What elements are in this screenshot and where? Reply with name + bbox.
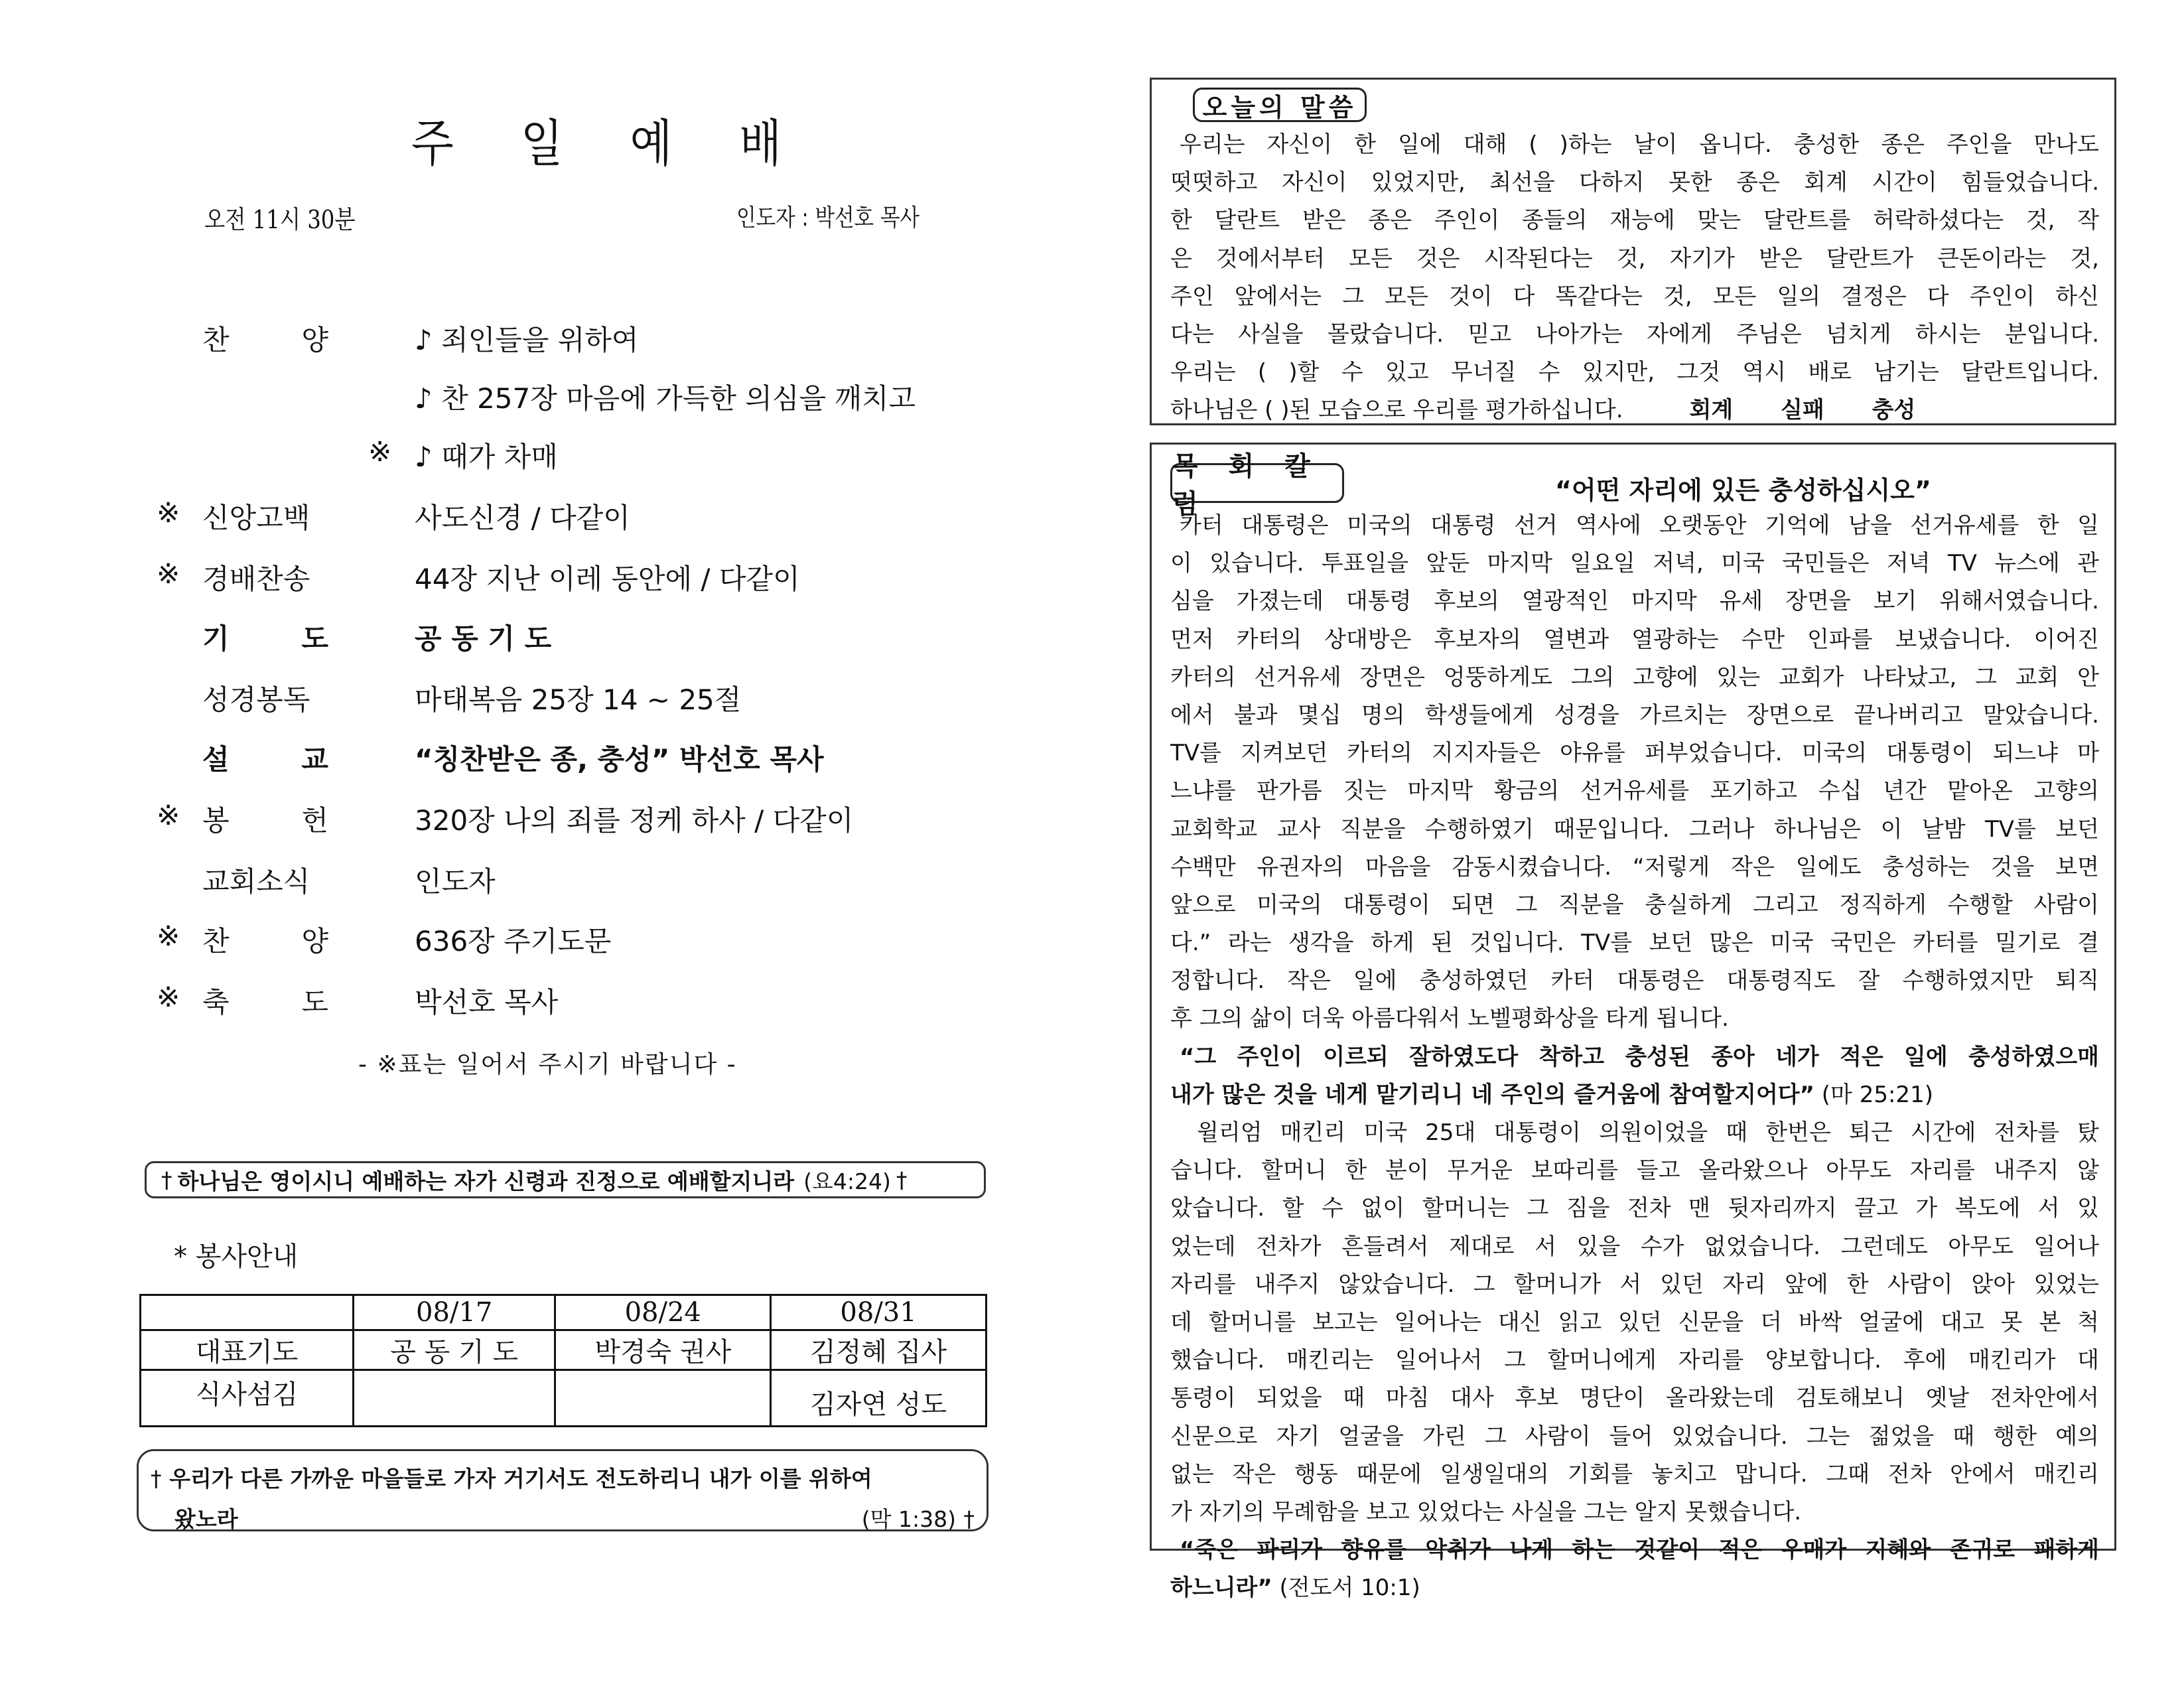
order-content: ♪ 찬 257장 마음에 가득한 의심을 깨치고 (415, 382, 916, 415)
column-title: “어떤 자리에 있든 충성하십시오” (1555, 476, 1931, 505)
text-line (1170, 164, 2099, 202)
stand-mark-icon: ※ (157, 799, 180, 831)
line-text: 느냐를 판가름 짓는 마지막 황금의 선거유세를 포기하고 수십 년간 맡아온 고향의 (1170, 778, 2099, 805)
order-label (202, 981, 328, 1021)
order-content: ♪ 때가 차매 (415, 441, 558, 473)
order-label (202, 799, 328, 839)
verse-box-top (145, 1161, 986, 1198)
todays-word-tag: 오늘의 말씀 (1193, 88, 1367, 122)
text-line (1170, 924, 2099, 962)
verse-text: 왔노라 (174, 1506, 238, 1532)
line-text: 먼저 카터의 상대방은 후보자의 열변과 열광하는 수만 인파를 보냈습니다. 이어진 (1170, 626, 2099, 653)
cross-icon: † (896, 1166, 908, 1193)
text-line (1170, 1569, 2099, 1607)
text-line (1170, 811, 2099, 849)
text-line (1170, 126, 2099, 164)
pastor-column-tag: 목 회 칼 럼 (1170, 463, 1344, 503)
line-text: 했습니다. 매킨리는 일어나서 그 할머니에게 자리를 양보합니다. 후에 매킨리가 대 (1170, 1347, 2099, 1374)
table-cell (555, 1370, 771, 1427)
order-item (0, 557, 1061, 597)
date-cell: 08/31 (771, 1295, 987, 1330)
order-label-part: 찬 (202, 324, 230, 356)
date-cell: 08/24 (555, 1295, 771, 1330)
table-cell: 박경숙 권사 (555, 1330, 771, 1370)
line-text: 윌리엄 매킨리 미국 25대 대통령이 의원이었을 때 한번은 퇴근 시간에 전차를 탔 (1197, 1119, 2099, 1146)
text-line (1170, 278, 2099, 316)
line-text: 수백만 유권자의 마음을 감동시켰습니다. “저렇게 작은 일에도 충성하는 것을 보면 (1170, 853, 2099, 881)
text-line (1170, 316, 2099, 354)
line-text: 통령이 되었을 때 마침 대사 후보 명단이 올라왔는데 검토해보니 옛날 전차안에서 (1170, 1385, 2099, 1412)
text-line (1170, 886, 2099, 924)
service-leader: 인도자 : 박선호 목사 (736, 204, 920, 232)
line-text: 카터 대통령은 미국의 대통령 선거 역사에 오랫동안 기억에 남을 선거유세를 한 일 (1180, 512, 2099, 539)
order-content: 320장 나의 죄를 정케 하사 / 다같이 (415, 804, 854, 837)
service-table (139, 1294, 987, 1427)
order-content: 44장 지난 이레 동안에 / 다같이 (415, 563, 800, 595)
line-text: 가 자기의 무례함을 보고 있었다는 사실을 그는 알지 못했습니다. (1170, 1498, 1802, 1525)
text-line (1170, 583, 2099, 620)
order-content: 마태복음 25장 14 ~ 25절 (415, 683, 742, 716)
order-label-part: 교회소식 (202, 865, 310, 898)
stand-mark-icon: ※ (157, 496, 180, 529)
text-line (1170, 507, 2099, 545)
table-row (141, 1330, 987, 1370)
order-content: ♪ 죄인들을 위하여 (415, 324, 639, 356)
text-line (1170, 621, 2099, 659)
text-line (1170, 1531, 2099, 1569)
order-item (0, 617, 1061, 657)
service-heading: * 봉사안내 (174, 1241, 299, 1272)
line-text: 았습니다. 할 수 없이 할머니는 그 짐을 전차 맨 뒷자리까지 끌고 가 복도에 서 있 (1170, 1195, 2099, 1222)
line-text: 었는데 전차가 흔들려서 제대로 서 있을 수가 없었습니다. 그런데도 아무도 일어나 (1170, 1233, 2099, 1260)
order-item (0, 738, 1061, 778)
text-line (1170, 1494, 2099, 1531)
line-text: 없는 작은 행동 때문에 일생일대의 기회를 놓치고 맙니다. 그때 전차 안에서 매킨리 (1170, 1460, 2099, 1488)
table-header-row (141, 1295, 987, 1330)
text-line (1170, 1152, 2099, 1190)
line-text: 우리는 ( )할 수 있고 무너질 수 있지만, 그것 역시 배로 남기는 달란트입니다. (1170, 359, 2099, 386)
order-label-part: 찬 (202, 925, 230, 957)
line-text: 은 것에서부터 모든 것은 시작된다는 것, 자기가 받은 달란트가 큰돈이라는 것, (1170, 245, 2099, 272)
todays-word-text (1170, 126, 2099, 430)
order-item (0, 678, 1061, 718)
order-label (202, 557, 328, 597)
order-item (0, 318, 1061, 358)
stand-mark-icon: ※ (368, 435, 392, 468)
line-text: 정합니다. 작은 일에 충성하였던 카터 대통령은 대통령직도 잘 수행하였지만 퇴직 (1170, 967, 2099, 995)
order-label-part: 설 (202, 743, 230, 776)
line-text: 앞으로 미국의 대통령이 되면 그 직분을 충실하게 그리고 정직하게 수행할 사람이 (1170, 891, 2099, 918)
order-item (0, 860, 1061, 900)
text-line (1170, 1418, 2099, 1456)
text-line (1170, 735, 2099, 772)
text-line (1170, 1038, 2099, 1076)
text-line (1170, 1304, 2099, 1342)
line-text: 에서 불과 몇십 명의 학생들에게 성경을 가르치는 장면으로 끝나버리고 말았습니다. (1170, 701, 2099, 729)
order-item (0, 799, 1061, 839)
page-title: 주 일 예 배 (411, 114, 808, 173)
order-content: 박선호 목사 (415, 986, 559, 1019)
table-cell: 공 동 기 도 (354, 1330, 555, 1370)
order-label-part: 축 (202, 986, 230, 1019)
todays-word-box (1150, 78, 2116, 425)
line-text: 떳떳하고 자신이 있었지만, 최선을 다하지 못한 종은 회계 시간이 힘들었습니다. (1170, 169, 2099, 196)
date-cell: 08/17 (354, 1295, 555, 1330)
text-line (1170, 1114, 2099, 1152)
text-line (1170, 1228, 2099, 1266)
stand-mark-icon: ※ (157, 981, 180, 1013)
scripture-ref: (마 25:21) (1821, 1081, 1933, 1108)
cross-icon: † (963, 1506, 975, 1532)
order-content: “칭찬받은 종, 충성” 박선호 목사 (415, 743, 824, 776)
line-text: 한 달란트 받은 종은 주인이 종들의 재능에 맞는 달란트를 허락하셨다는 것, 작 (1170, 207, 2099, 234)
line-text: 데 할머니를 보고는 일어나는 대신 읽고 있던 신문을 더 바싹 얼굴에 대고 못 본 척 (1170, 1308, 2099, 1336)
order-label-part: 봉 (202, 804, 230, 837)
line-text: 주인 앞에서는 그 모든 것이 다 똑같다는 것, 모든 일의 결정은 다 주인이 하신 (1170, 283, 2099, 310)
order-content: 인도자 (415, 865, 496, 898)
verse-line-1 (151, 1462, 975, 1493)
table-cell: 김정혜 집사 (771, 1330, 987, 1370)
order-label (202, 860, 328, 900)
text-line (1170, 1456, 2099, 1494)
cross-icon: † (161, 1166, 172, 1193)
answer-words: 회계 실패 충성 (1689, 397, 1916, 424)
text-line (1170, 659, 2099, 697)
table-row (141, 1370, 987, 1427)
pastor-column-box (1150, 443, 2116, 1602)
text-line (1170, 1342, 2099, 1379)
verse-ref: (막 1:38) (861, 1506, 956, 1532)
line-text: 하느니라” (1170, 1575, 1272, 1602)
line-text: 교회학교 교사 직분을 수행하였기 때문입니다. 그러나 하나님은 이 날밤 TV를 보던 (1170, 815, 2099, 843)
order-label-part: 헌 (301, 804, 328, 837)
role-cell: 대표기도 (141, 1330, 354, 1370)
order-label-part: 기 (202, 622, 230, 655)
order-label (202, 738, 328, 778)
line-text: 내가 많은 것을 네게 맡기리니 네 주인의 즐거움에 참여할지어다” (1170, 1081, 1814, 1108)
text-line (1170, 697, 2099, 735)
order-content: 사도신경 / 다같이 (415, 502, 630, 534)
order-item (0, 920, 1061, 959)
order-label-part: 양 (301, 925, 328, 957)
line-text: 후 그의 삶이 더욱 아름다워서 노벨평화상을 타게 됩니다. (1170, 1005, 1729, 1032)
order-label (202, 920, 328, 959)
order-content: 636장 주기도문 (415, 925, 612, 957)
order-item (0, 435, 1061, 475)
text-line (1170, 1076, 2099, 1114)
line-text: 자리를 내주지 않았습니다. 그 할머니가 서 있던 자리 앞에 한 사람이 앉아 있었는 (1170, 1271, 2099, 1298)
service-time: 오전 11시 30분 (204, 205, 356, 234)
table-cell (141, 1295, 354, 1330)
order-label-part: 성경봉독 (202, 683, 310, 716)
line-text: “죽은 파리가 향유를 악취가 나게 하는 것같이 적은 우매가 지혜와 존귀로 패하게 (1180, 1537, 2099, 1564)
line-text: 이 있습니다. 투표일을 앞둔 마지막 일요일 저녁, 미국 국민들은 저녁 TV 뉴스에 관 (1170, 550, 2099, 577)
order-label-part: 도 (301, 986, 328, 1019)
text-line (1170, 1190, 2099, 1228)
line-text: 습니다. 할머니 한 분이 무거운 보따리를 들고 올라왔으나 아무도 자리를 내주지 않 (1170, 1157, 2099, 1184)
order-item (0, 981, 1061, 1021)
order-label-part: 신앙고백 (202, 502, 310, 534)
verse-box-bottom (137, 1449, 989, 1531)
order-label (202, 678, 328, 718)
order-label (202, 318, 328, 358)
stand-mark-icon: ※ (157, 557, 180, 590)
order-label-part: 도 (301, 622, 328, 655)
line-text: 카터의 선거유세 장면은 엉뚱하게도 그의 고향에 있는 교회가 나타났고, 그 교회 안 (1170, 664, 2099, 691)
role-cell: 식사섬김 (141, 1370, 354, 1427)
order-content: 공 동 기 도 (415, 622, 552, 655)
text-line (1170, 1266, 2099, 1304)
line-text: 다.” 라는 생각을 하게 된 것입니다. TV를 보던 많은 미국 국민은 카터를 밀기로 결 (1170, 930, 2099, 957)
line-text: 신문으로 자기 얼굴을 가린 그 사람이 들어 있었습니다. 그는 젊었을 때 행한 예의 (1170, 1423, 2099, 1450)
table-cell (354, 1370, 555, 1427)
text-line (1170, 772, 2099, 810)
verse-text: 우리가 다른 가까운 마을들로 가자 거기서도 전도하리니 내가 이를 위하여 (169, 1466, 872, 1492)
order-label-part: 교 (301, 743, 328, 776)
table-cell: 김자연 성도 (771, 1370, 987, 1427)
text-line (1170, 240, 2099, 278)
line-text: 심을 가졌는데 대통령 후보의 열광적인 마지막 유세 장면을 보기 위해서였습니다. (1170, 588, 2099, 615)
standing-note: - ※표는 일어서 주시기 바랍니다 - (358, 1051, 737, 1078)
text-line (1170, 391, 2099, 429)
verse-ref: (요4:24) (803, 1168, 891, 1194)
text-line (1170, 1000, 2099, 1038)
text-line (1170, 962, 2099, 1000)
line-text: “그 주인이 이르되 잘하였도다 착하고 충성된 종아 네가 적은 일에 충성하였으매 (1180, 1043, 2099, 1070)
verse-line-2 (151, 1502, 975, 1533)
order-label-part: 양 (301, 324, 328, 356)
scripture-ref: (전도서 10:1) (1279, 1575, 1420, 1602)
order-item (0, 496, 1061, 536)
text-line (1170, 545, 2099, 583)
line-text: TV를 지켜보던 카터의 지지자들은 야유를 퍼부었습니다. 미국의 대통령이 되느냐 마 (1170, 740, 2099, 767)
text-line (1170, 849, 2099, 886)
order-label-part: 경배찬송 (202, 563, 310, 595)
line-text: 우리는 자신이 한 일에 대해 ( )하는 날이 옵니다. 충성한 종은 주인을 만나도 (1180, 131, 2099, 158)
verse-text: 하나님은 영이시니 예배하는 자가 신령과 진정으로 예배할지니라 (177, 1168, 795, 1194)
verse-ref-wrap (862, 1502, 975, 1533)
cross-icon: † (151, 1466, 162, 1492)
text-line (1170, 202, 2099, 240)
column-text (1170, 507, 2099, 1607)
order-label (202, 617, 328, 657)
line-text: 다는 사실을 몰랐습니다. 믿고 나아가는 자에게 주님은 넘치게 하시는 분입니다. (1170, 320, 2099, 348)
text-line (1170, 354, 2099, 391)
text-line (1170, 1379, 2099, 1417)
stand-mark-icon: ※ (157, 920, 180, 952)
line-text: 하나님은 ( )된 모습으로 우리를 평가하십니다. (1170, 397, 1623, 424)
order-item (0, 377, 1061, 417)
order-label (202, 496, 328, 536)
